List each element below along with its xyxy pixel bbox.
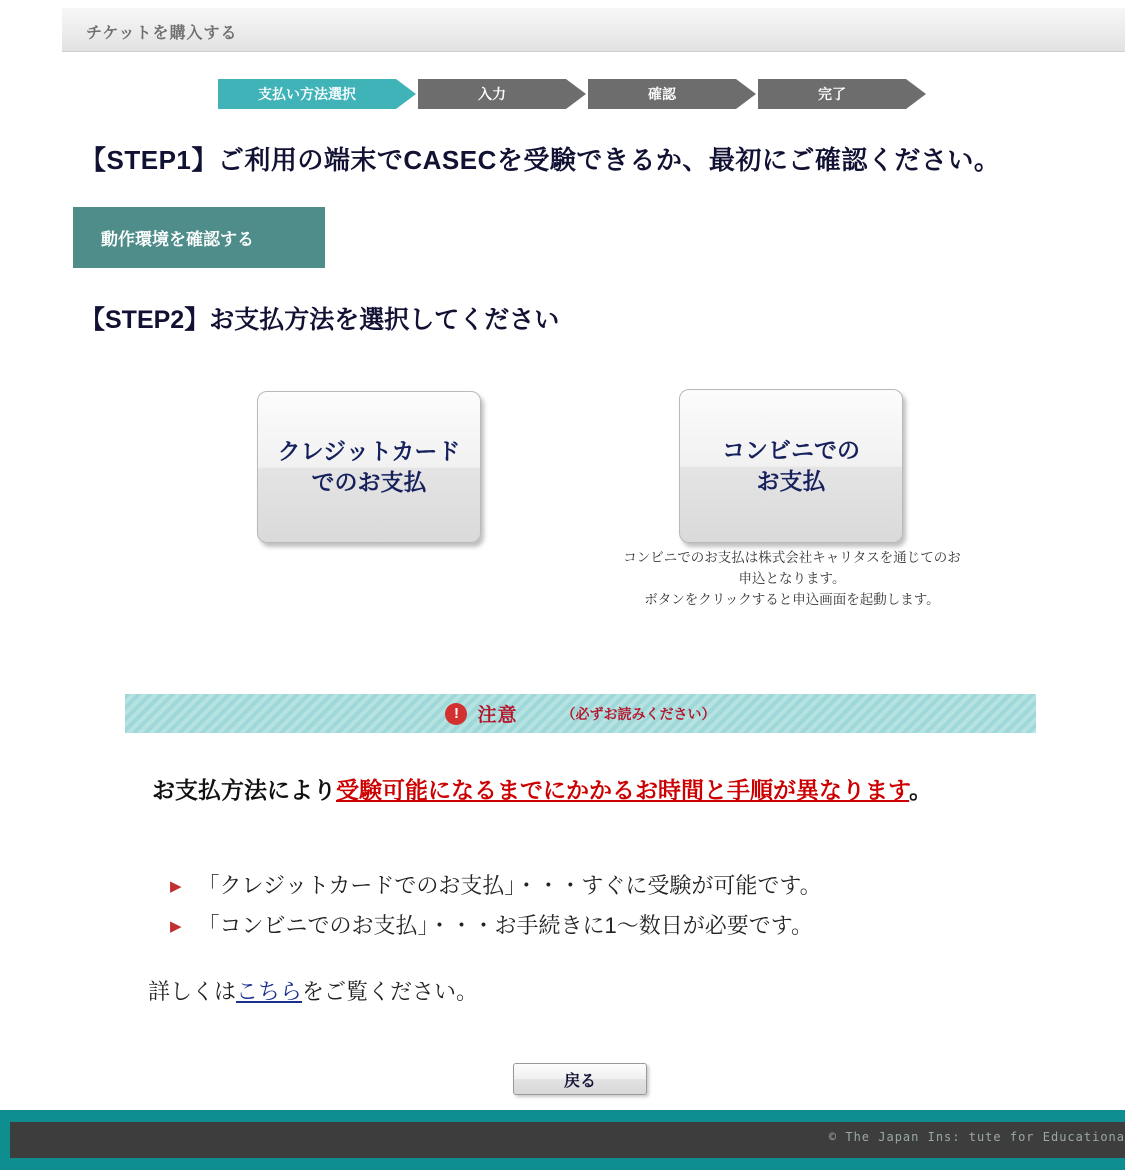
exclamation-icon: ! xyxy=(445,703,467,725)
chevron-right-icon xyxy=(566,79,586,109)
convenience-store-payment-button[interactable] xyxy=(679,389,903,543)
footer-accent xyxy=(0,1110,10,1170)
credit-card-label-line1: クレジットカード xyxy=(277,437,461,464)
triangle-bullet-icon: ▶ xyxy=(170,878,182,895)
notice-subtitle: （必ずお読みください） xyxy=(561,705,716,722)
warning-sentence xyxy=(152,772,932,805)
step-payment-method[interactable] xyxy=(218,79,396,109)
step2-heading: 【STEP2】お支払方法を選択してください xyxy=(80,306,560,334)
chevron-right-icon xyxy=(396,79,416,109)
chevron-right-icon xyxy=(906,79,926,109)
bullet-text: 「クレジットカードでのお支払」・・・すぐに受験が可能です。 xyxy=(197,873,822,898)
step-label: 完了 xyxy=(818,86,846,102)
warning-suffix: 。 xyxy=(909,777,933,803)
list-item xyxy=(170,870,1020,902)
credit-card-payment-button[interactable] xyxy=(257,391,481,543)
progress-steps xyxy=(218,79,906,109)
conveni-note-line1: コンビニでのお支払は株式会社キャリタスを通じてのお xyxy=(623,550,961,565)
conveni-label-line1: コンビニでの xyxy=(722,436,860,463)
step-complete xyxy=(758,79,906,109)
detail-suffix: をご覧ください。 xyxy=(302,979,479,1004)
list-item xyxy=(170,910,1020,942)
left-gutter xyxy=(0,0,62,1110)
convenience-store-note xyxy=(583,548,1001,611)
detail-sentence xyxy=(148,975,478,1006)
conveni-label-line2: お支払 xyxy=(756,468,826,494)
chevron-right-icon xyxy=(736,79,756,109)
step1-heading: 【STEP1】ご利用の端末でCASECを受験できるか、最初にご確認ください。 xyxy=(80,145,1001,175)
credit-card-label-line2: でのお支払 xyxy=(311,469,427,495)
step-label: 確認 xyxy=(648,86,676,102)
step-confirm xyxy=(588,79,736,109)
warning-prefix: お支払方法により xyxy=(152,777,336,803)
conveni-note-line3: ボタンをクリックすると申込画面を起動します。 xyxy=(644,591,940,607)
detail-link[interactable]: こちら xyxy=(236,979,303,1004)
warning-highlight: 受験可能になるまでにかかるお時間と手順が異なります xyxy=(336,777,910,803)
detail-prefix: 詳しくは xyxy=(148,979,237,1004)
step-label: 支払い方法選択 xyxy=(258,86,356,102)
notice-title: 注意 xyxy=(477,705,518,726)
step-label: 入力 xyxy=(478,86,506,102)
bullet-text: 「コンビニでのお支払」・・・お手続きに1〜数日が必要です。 xyxy=(197,912,814,938)
notice-bullet-list xyxy=(170,870,1020,950)
step-input xyxy=(418,79,566,109)
back-button[interactable]: 戻る xyxy=(513,1063,647,1095)
page-footer xyxy=(0,1110,1125,1170)
copyright-text: © The Japan Ins: tute for Educationa xyxy=(828,1130,1125,1144)
page-header xyxy=(62,8,1125,52)
triangle-bullet-icon: ▶ xyxy=(170,917,182,935)
conveni-note-line2: 申込となります。 xyxy=(738,570,846,586)
check-environment-button[interactable]: 動作環境を確認する xyxy=(73,207,325,268)
notice-banner xyxy=(125,694,1036,733)
page-title: チケットを購入する xyxy=(86,25,238,42)
